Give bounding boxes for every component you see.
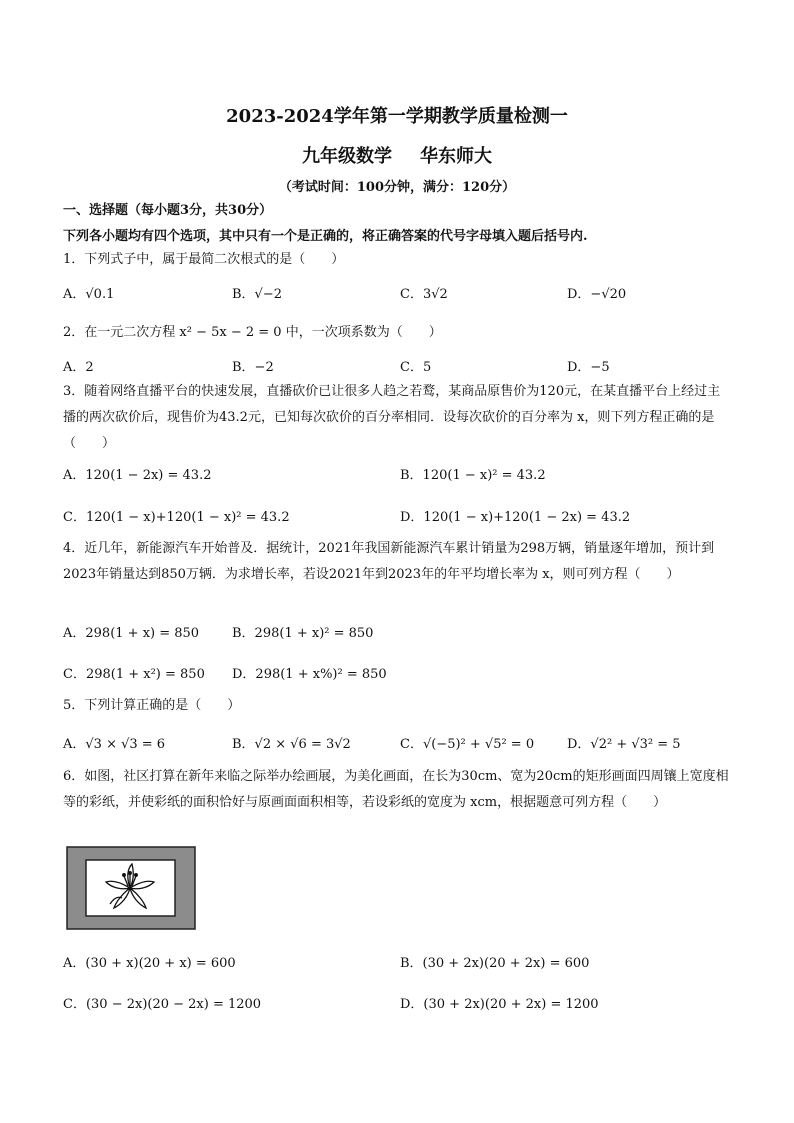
question-5-stem: 5．下列计算正确的是（ ） xyxy=(63,698,241,713)
q5-option-b: B．√2 × √6 = 3√2 xyxy=(232,737,351,752)
q6-option-c: C．(30 − 2x)(20 − 2x) = 1200 xyxy=(63,997,262,1012)
edition-label: 华东师大 xyxy=(420,146,492,167)
section-instruction: 下列各小题均有四个选项，其中只有一个是正确的，将正确答案的代号字母填入题后括号内. xyxy=(63,229,588,244)
question-1-stem: 1．下列式子中，属于最简二次根式的是（ ） xyxy=(63,252,345,267)
question-2-stem: 2．在一元二次方程 x² − 5x − 2 = 0 中，一次项系数为（ ） xyxy=(63,325,442,340)
q6-option-b: B．(30 + 2x)(20 + 2x) = 600 xyxy=(400,956,590,971)
q5-option-a: A．√3 × √3 = 6 xyxy=(63,737,166,752)
q2-option-c: C．5 xyxy=(400,360,432,375)
exam-title: 2023-2024学年第一学期教学质量检测一 xyxy=(226,106,568,127)
q4-option-c: C．298(1 + x²) = 850 xyxy=(63,667,205,682)
q3-option-b: B．120(1 − x)² = 43.2 xyxy=(400,468,546,483)
q4-option-d: D．298(1 + x%)² = 850 xyxy=(232,667,387,682)
q5-option-d: D．√2² + √3² = 5 xyxy=(567,737,681,752)
grade-label: 九年级数学 xyxy=(302,146,392,167)
exam-info: （考试时间：100分钟，满分：120分） xyxy=(278,180,516,195)
q1-option-b: B．√−2 xyxy=(232,287,283,302)
q1-option-a: A．√0.1 xyxy=(63,287,115,302)
question-4-stem: 4．近几年，新能源汽车开始普及．据统计，2021年我国新能源汽车累计销量为298万辆，销量逐年增加，预计到2023年销量达到850万辆．为求增长率，若设2021年到2023年的年平均增长率为 x，则可列方程（ ） xyxy=(63,541,715,582)
q3-option-c: C．120(1 − x)+120(1 − x)² = 43.2 xyxy=(63,510,290,525)
q6-option-d: D．(30 + 2x)(20 + 2x) = 1200 xyxy=(400,997,599,1012)
q2-option-a: A．2 xyxy=(63,360,94,375)
q5-option-c: C．√(−5)² + √5² = 0 xyxy=(400,737,535,752)
framed-painting-figure xyxy=(66,846,196,930)
section-heading: 一、选择题（每小题3分，共30分） xyxy=(63,203,273,218)
question-6-stem: 6．如图，社区打算在新年来临之际举办绘画展，为美化画面，在长为30cm、宽为20cm的矩形画面四周镶上宽度相等的彩纸，并使彩纸的面积恰好与原画面面积相等，若设彩纸的宽度为 xcm，根据题意可列方程（ ） xyxy=(63,769,729,810)
q4-option-a: A．298(1 + x) = 850 xyxy=(63,626,200,641)
q1-option-d: D．−√20 xyxy=(567,287,627,302)
q6-option-a: A．(30 + x)(20 + x) = 600 xyxy=(63,956,236,971)
question-3-stem: 3．随着网络直播平台的快速发展，直播砍价已让很多人趋之若鹜，某商品原售价为120元，在某直播平台上经过主播的两次砍价后，现售价为43.2元，已知每次砍价的百分率相同．设每次砍价的百分率为 x，则下列方程正确的是（ ） xyxy=(63,384,721,451)
q2-option-b: B．−2 xyxy=(232,360,274,375)
q3-option-a: A．120(1 − 2x) = 43.2 xyxy=(63,468,212,483)
q1-option-c: C．3√2 xyxy=(400,287,448,302)
q4-option-b: B．298(1 + x)² = 850 xyxy=(232,626,374,641)
exam-subtitle xyxy=(0,142,794,168)
q2-option-d: D．−5 xyxy=(567,360,610,375)
q3-option-d: D．120(1 − x)+120(1 − 2x) = 43.2 xyxy=(400,510,631,525)
